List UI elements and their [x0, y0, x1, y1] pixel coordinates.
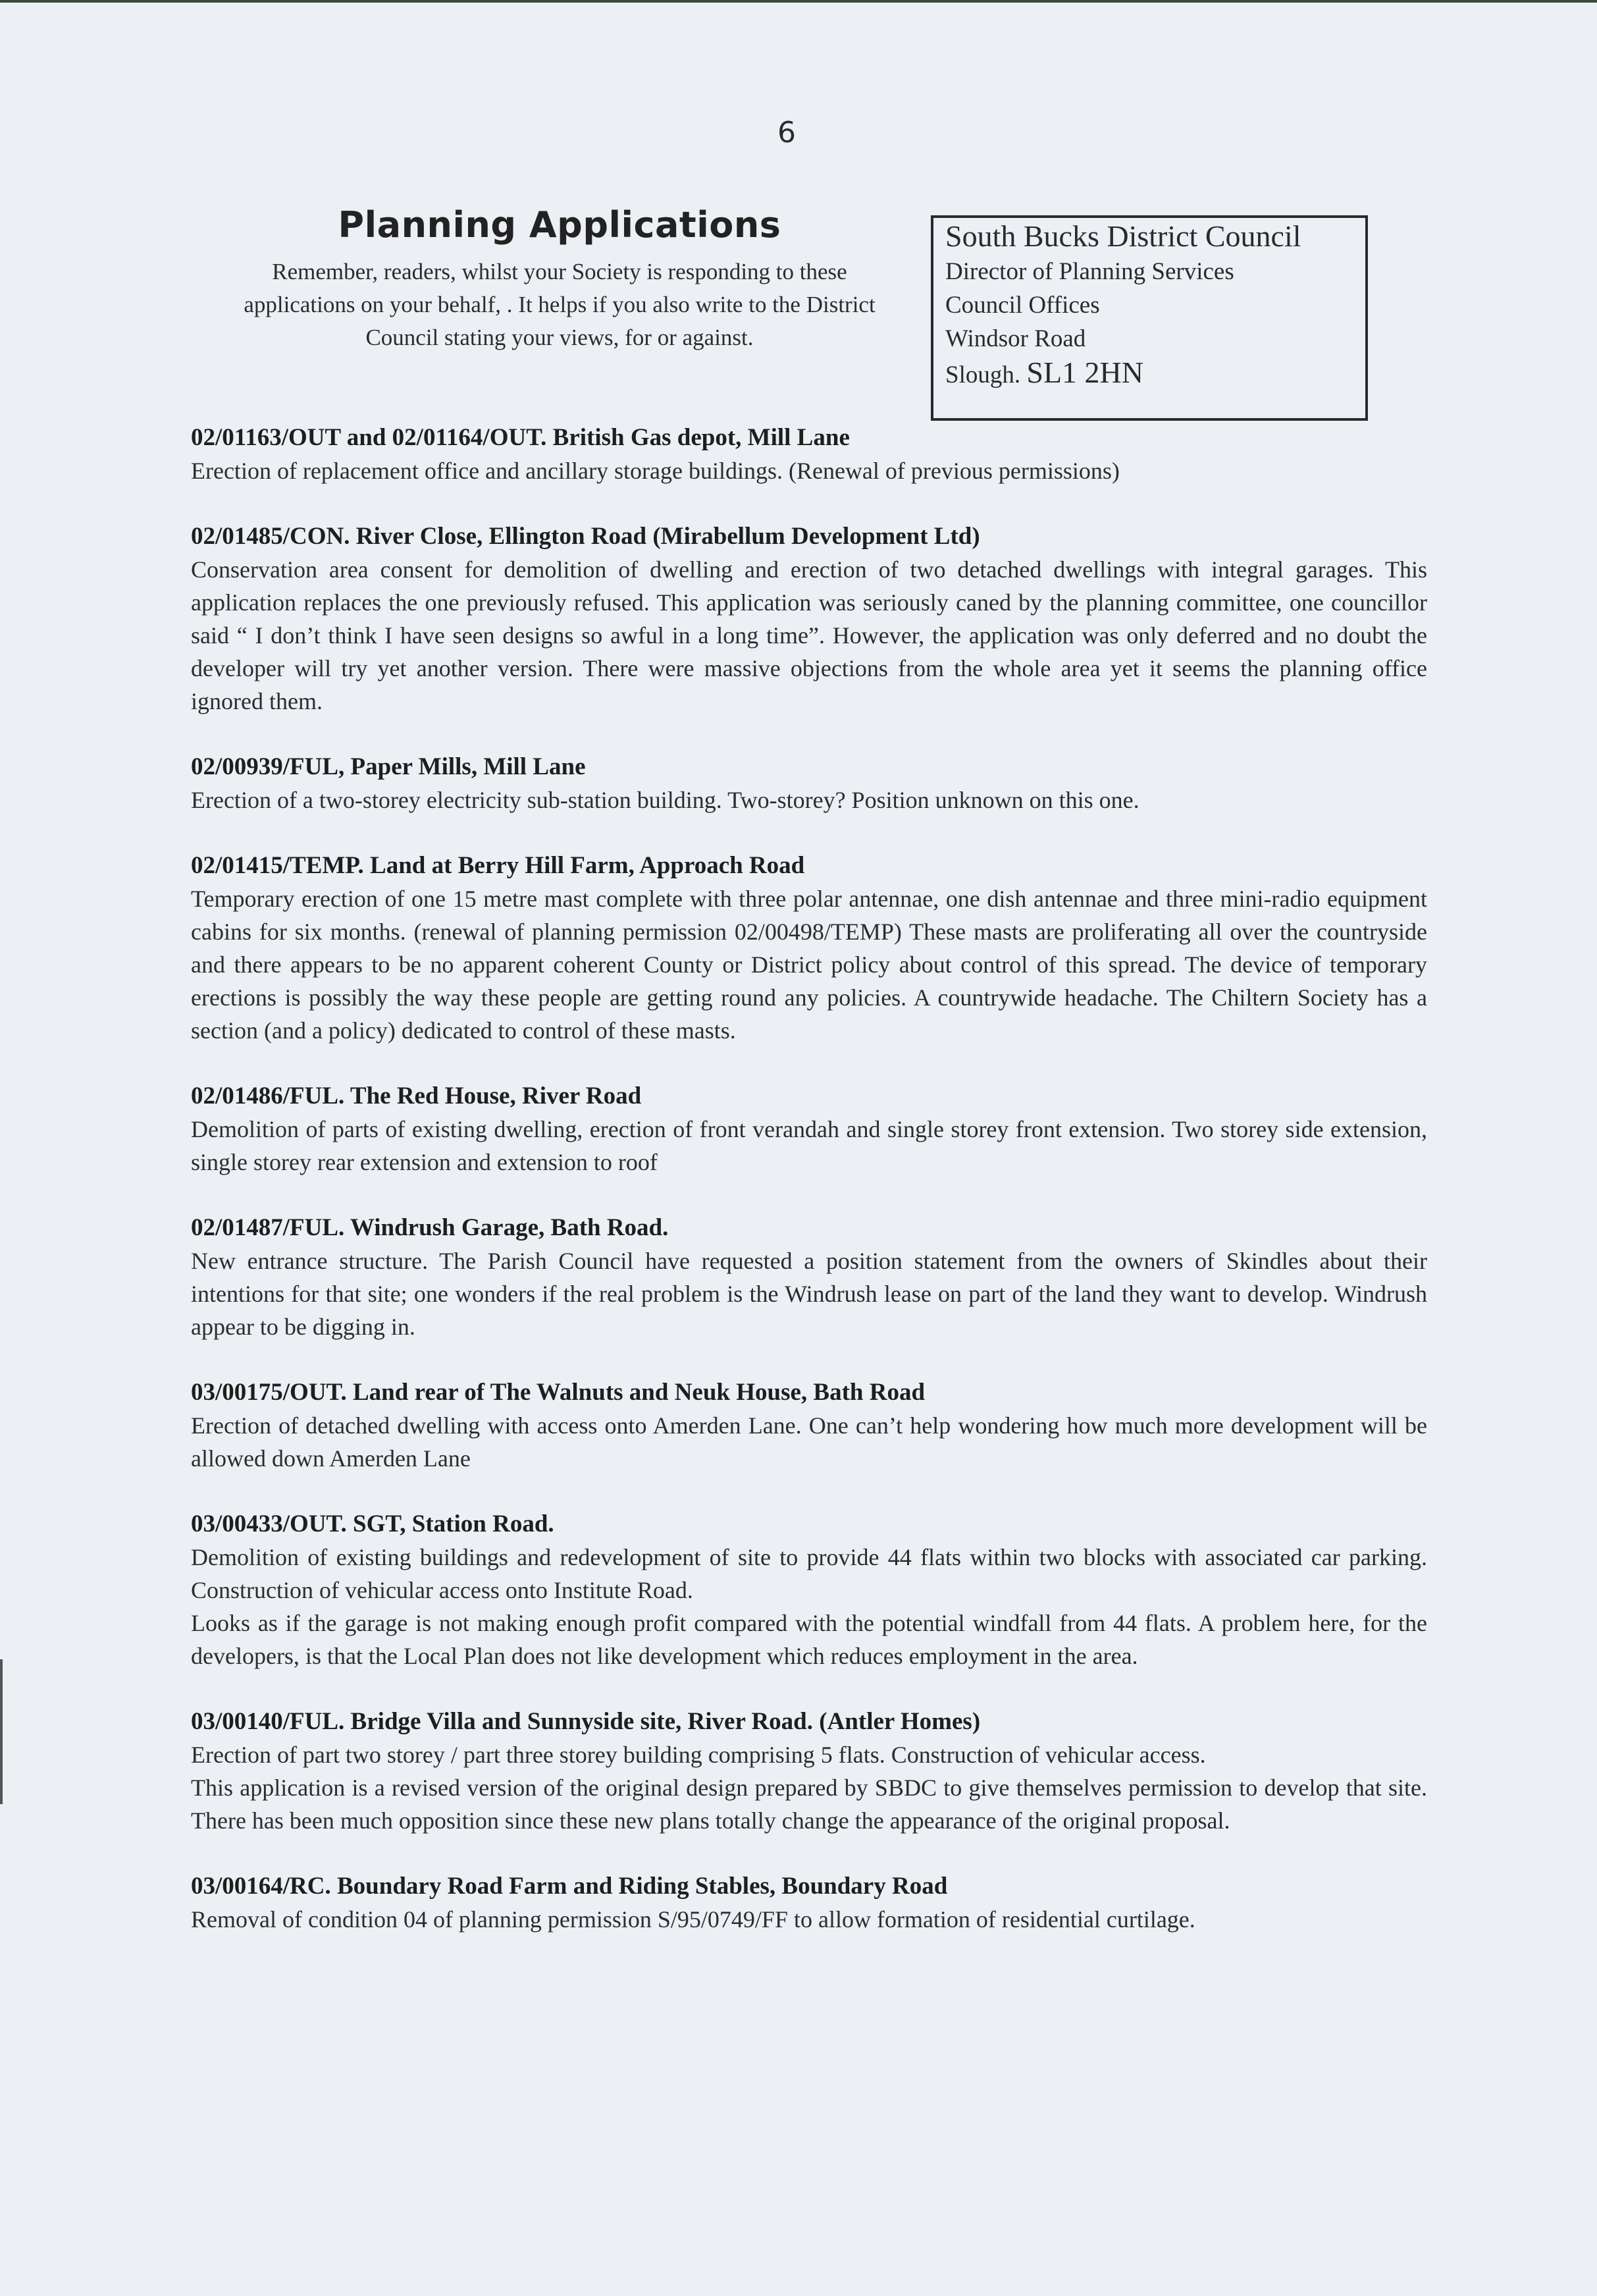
application-description: Conservation area consent for demolition of dwelling and erection of two detached dwellings with integral garages. This application replaces the one previously refused. This application was seriously caned by the planning committee, one councillor said “ I don’t think I have seen designs so awful in a long time”. However, the application was only deferred and no doubt the developer will try yet another version. There were massive objections from the whole area yet it seems the planning office ignored them.	[191, 556, 1427, 714]
application-entry	[191, 1080, 1427, 1179]
application-comment: Looks as if the garage is not making enough profit compared with the potential windfall from 44 flats. A problem here, for the developers, is that the Local Plan does not like development which reduces employment in the area.	[191, 1610, 1427, 1669]
application-heading: 02/01485/CON. River Close, Ellington Road (Mirabellum Development Ltd)	[191, 523, 980, 550]
address-town: Slough.	[945, 361, 1021, 388]
intro-text	[197, 255, 922, 354]
application-description: Removal of condition 04 of planning permission S/95/0749/FF to allow formation of residential curtilage.	[191, 1906, 1195, 1933]
scan-top-edge	[0, 0, 1597, 3]
application-description: Erection of detached dwelling with access onto Amerden Lane. One can’t help wondering how much more development will be allowed down Amerden Lane	[191, 1412, 1427, 1472]
page-title: Planning Applications	[338, 204, 781, 246]
application-entry	[191, 1508, 1427, 1672]
application-heading: 03/00433/OUT. SGT, Station Road.	[191, 1510, 554, 1537]
application-entry	[191, 849, 1427, 1047]
application-entry	[191, 1705, 1427, 1837]
application-heading: 03/00175/OUT. Land rear of The Walnuts and Neuk House, Bath Road	[191, 1379, 926, 1406]
address-line: Director of Planning Services	[945, 258, 1234, 285]
application-entry	[191, 1376, 1427, 1475]
application-description: Erection of part two storey / part three storey building comprising 5 flats. Construction of vehicular access.	[191, 1742, 1206, 1768]
intro-line: Remember, readers, whilst your Society is responding to these	[272, 259, 847, 284]
application-heading: 02/01415/TEMP. Land at Berry Hill Farm, Approach Road	[191, 852, 805, 879]
address-line: Council Offices	[945, 292, 1100, 319]
application-heading: 03/00140/FUL. Bridge Villa and Sunnyside site, River Road. (Antler Homes)	[191, 1708, 981, 1735]
application-description: Temporary erection of one 15 metre mast complete with three polar antennae, one dish antennae and three mini-radio equipment cabins for six months. (renewal of planning permission 02/00498/TEMP) These masts are proliferating all over the countryside and there appears to be no apparent coherent County or District policy about control of this spread. The device of temporary erections is possibly the way these people are getting round any policies. A countrywide headache. The Chiltern Society has a section (and a policy) dedicated to control of these masts.	[191, 886, 1427, 1044]
application-description: Demolition of parts of existing dwelling, erection of front verandah and single storey front extension. Two storey side extension, single storey rear extension and extension to roof	[191, 1116, 1427, 1175]
application-comment: This application is a revised version of the original design prepared by SBDC to give themselves permission to develop that site. There has been much opposition since these new plans totally change the appearance of the original proposal.	[191, 1775, 1427, 1834]
application-entry	[191, 1212, 1427, 1343]
address-postcode: SL1 2HN	[1026, 356, 1143, 389]
scan-left-edge	[0, 1659, 3, 1804]
address-line: Windsor Road	[945, 325, 1086, 352]
application-entry	[191, 520, 1427, 718]
intro-line: applications on your behalf, . It helps if you also write to the District	[244, 292, 876, 317]
application-heading: 02/01486/FUL. The Red House, River Road	[191, 1082, 642, 1109]
application-heading: 02/01487/FUL. Windrush Garage, Bath Road.	[191, 1214, 669, 1241]
address-town-line	[945, 356, 1365, 392]
intro-line: Council stating your views, for or against.	[365, 325, 754, 350]
application-entry	[191, 1870, 1427, 1936]
application-entry	[191, 751, 1427, 816]
address-council-name: South Bucks District Council	[945, 219, 1301, 253]
application-description: Demolition of existing buildings and redevelopment of site to provide 44 flats within two blocks with associated car parking. Construction of vehicular access onto Institute Road.	[191, 1544, 1427, 1603]
application-description: Erection of replacement office and ancillary storage buildings. (Renewal of previous permissions)	[191, 458, 1120, 484]
council-address-box	[931, 215, 1368, 421]
application-entry	[191, 421, 1427, 487]
application-heading: 02/00939/FUL, Paper Mills, Mill Lane	[191, 753, 586, 780]
application-heading: 03/00164/RC. Boundary Road Farm and Riding Stables, Boundary Road	[191, 1873, 948, 1900]
application-heading: 02/01163/OUT and 02/01164/OUT. British Gas depot, Mill Lane	[191, 424, 850, 451]
application-description: New entrance structure. The Parish Council have requested a position statement from the owners of Skindles about their intentions for that site; one wonders if the real problem is the Windrush lease on part of the land they want to develop. Windrush appear to be digging in.	[191, 1248, 1427, 1340]
application-description: Erection of a two-storey electricity sub-station building. Two-storey? Position unknown on this one.	[191, 787, 1139, 813]
applications-list	[191, 421, 1427, 1969]
page-number: 6	[777, 116, 796, 149]
